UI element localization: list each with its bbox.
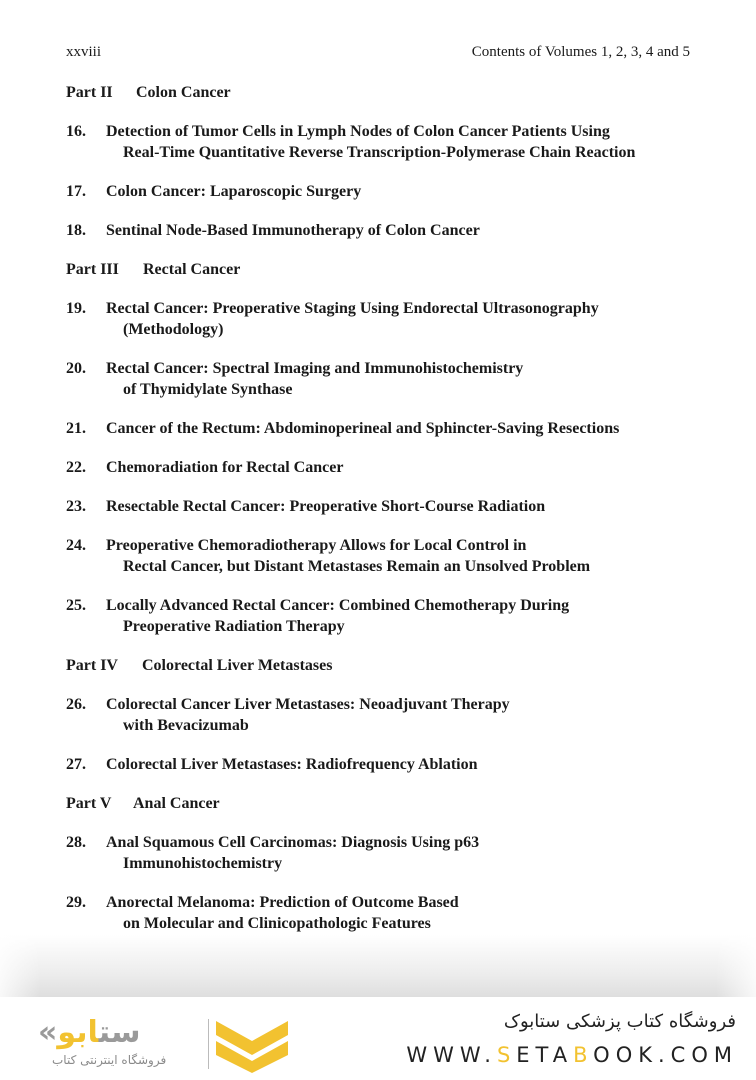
toc-chapter-16 <box>66 121 635 163</box>
chapter-number: 25. <box>66 597 86 614</box>
page-header <box>66 44 690 66</box>
chapter-title-line1: Rectal Cancer: Preoperative Staging Using Endorectal Ultrasonography <box>106 300 599 317</box>
toc-chapter-26 <box>66 694 510 736</box>
toc-part-iv <box>66 655 332 676</box>
toc-chapter-21 <box>66 418 619 439</box>
chapter-title-line1: Anorectal Melanoma: Prediction of Outcome Based <box>106 894 459 911</box>
chapter-number: 18. <box>66 222 86 239</box>
chapter-title-line1: Preoperative Chemoradiotherapy Allows for Local Control in <box>106 537 527 554</box>
chapter-title-line1: Locally Advanced Rectal Cancer: Combined Chemotherapy During <box>106 597 570 614</box>
chapter-number: 23. <box>66 498 86 515</box>
toc-chapter-19 <box>66 298 599 340</box>
part-title: Colorectal Liver Metastases <box>142 657 333 674</box>
chapter-title-line1: Rectal Cancer: Spectral Imaging and Immunohistochemistry <box>106 360 524 377</box>
chapter-number: 28. <box>66 834 86 851</box>
toc-part-ii <box>66 82 231 103</box>
chapter-title-line1: Chemoradiation for Rectal Cancer <box>106 459 344 476</box>
part-title: Anal Cancer <box>133 795 220 812</box>
toc-chapter-23 <box>66 496 545 517</box>
chapter-title-line2: with Bevacizumab <box>123 717 249 734</box>
chapter-title-line2: Real-Time Quantitative Reverse Transcription-Polymerase Chain Reaction <box>123 144 636 161</box>
chapter-number: 29. <box>66 894 86 911</box>
chapter-title-line2: of Thymidylate Synthase <box>123 381 293 398</box>
chapter-number: 21. <box>66 420 86 437</box>
page-number: xxviii <box>66 44 102 60</box>
chapter-title-line1: Colorectal Cancer Liver Metastases: Neoadjuvant Therapy <box>106 696 510 713</box>
part-title: Rectal Cancer <box>143 261 241 278</box>
chapter-title-line1: Sentinal Node-Based Immunotherapy of Colon Cancer <box>106 222 480 239</box>
chapter-title-line1: Cancer of the Rectum: Abdominoperineal and Sphincter-Saving Resections <box>106 420 620 437</box>
chapter-title-line2: Preoperative Radiation Therapy <box>123 618 345 635</box>
chapter-title-line1: Colon Cancer: Laparoscopic Surgery <box>106 183 362 200</box>
page-bottom-shadow <box>0 935 756 997</box>
toc-chapter-18 <box>66 220 480 241</box>
part-label: Part III <box>66 261 119 278</box>
toc-chapter-28 <box>66 832 479 874</box>
chapter-number: 27. <box>66 756 86 773</box>
toc-chapter-25 <box>66 595 569 637</box>
chapter-number: 24. <box>66 537 86 554</box>
chapter-number: 16. <box>66 123 86 140</box>
chapter-title-line1: Resectable Rectal Cancer: Preoperative Short-Course Radiation <box>106 498 546 515</box>
chapter-number: 20. <box>66 360 86 377</box>
chapter-title-line1: Colorectal Liver Metastases: Radiofrequency Ablation <box>106 756 478 773</box>
setabook-logo[interactable] <box>38 1015 288 1075</box>
part-label: Part II <box>66 84 113 101</box>
shop-url-link[interactable]: WWW.SETABOOK.COM <box>406 1043 738 1067</box>
watermark-banner <box>0 997 756 1080</box>
toc-part-iii <box>66 259 240 280</box>
shop-name: فروشگاه کتاب پزشکی ستابوک <box>503 1011 736 1032</box>
part-title: Colon Cancer <box>136 84 231 101</box>
running-title: Contents of Volumes 1, 2, 3, 4 and 5 <box>471 44 690 60</box>
chapter-title-line2: (Methodology) <box>123 321 224 338</box>
logo-wordmark: «ستابو <box>38 1015 141 1050</box>
chapter-number: 17. <box>66 183 86 200</box>
chapter-title-line1: Anal Squamous Cell Carcinomas: Diagnosis Using p63 <box>106 834 480 851</box>
part-label: Part V <box>66 795 112 812</box>
chevron-logo-icon <box>216 1017 288 1073</box>
chapter-title-line1: Detection of Tumor Cells in Lymph Nodes of Colon Cancer Patients Using <box>106 123 610 140</box>
toc-chapter-29 <box>66 892 459 934</box>
chapter-number: 26. <box>66 696 86 713</box>
toc-chapter-20 <box>66 358 523 400</box>
part-label: Part IV <box>66 657 118 674</box>
chapter-number: 19. <box>66 300 86 317</box>
toc-chapter-24 <box>66 535 590 577</box>
chapter-title-line2: on Molecular and Clinicopathologic Features <box>123 915 431 932</box>
toc-chapter-17 <box>66 181 361 202</box>
chapter-title-line2: Immunohistochemistry <box>123 855 283 872</box>
toc-chapter-22 <box>66 457 343 478</box>
logo-divider <box>208 1019 209 1069</box>
toc-part-v <box>66 793 220 814</box>
chapter-number: 22. <box>66 459 86 476</box>
chapter-title-line2: Rectal Cancer, but Distant Metastases Remain an Unsolved Problem <box>123 558 591 575</box>
toc-chapter-27 <box>66 754 478 775</box>
logo-subtitle: فروشگاه اینترنتی کتاب <box>52 1053 167 1067</box>
